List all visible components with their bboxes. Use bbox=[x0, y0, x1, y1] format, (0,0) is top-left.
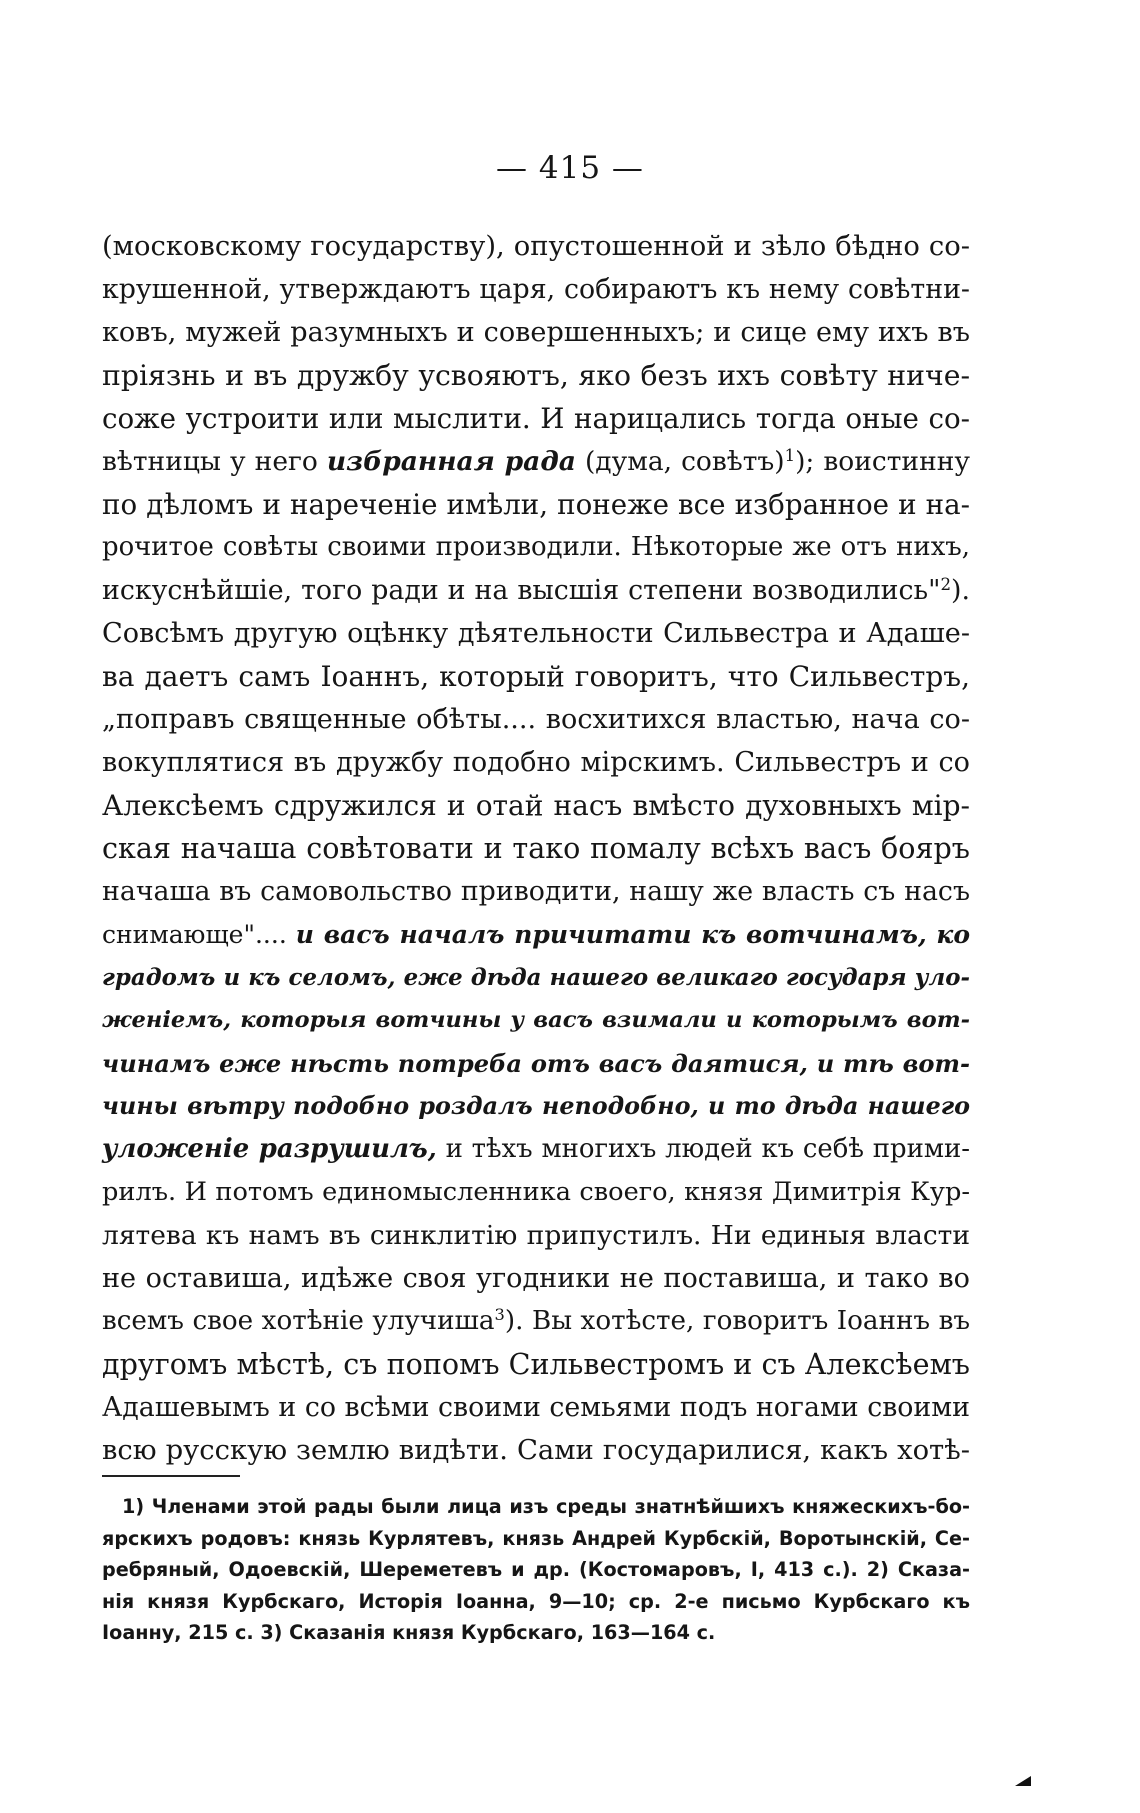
text-line-29: всю русскую землю видѣти. Сами государилися, какъ хотѣ- bbox=[102, 1435, 970, 1466]
footnote-line-4: нія князя Курбскаго, Исторія Іоанна, 9—10; ср. 2-е письмо Курбскаго къ bbox=[102, 1589, 970, 1613]
text-segment: ). Вы хотѣсте, говоритъ Іоаннъ въ bbox=[504, 1306, 970, 1336]
text-line-6 bbox=[102, 440, 970, 483]
text-line-14: Алексѣемъ сдружился и отай насъ вмѣсто духовныхъ мір- bbox=[102, 789, 970, 822]
text-line-20: чинамъ еже нѣсть потреба отъ васъ даятися, и тѣ вот- bbox=[102, 1049, 970, 1078]
text-line-5: соже устроити или мыслити. И нарицались тогда оные со- bbox=[102, 402, 970, 435]
footnote-line-1: 1) Членами этой рады были лица изъ среды знатнѣйшихъ княжескихъ-бо- bbox=[122, 1495, 970, 1518]
text-segment: снимающе".... bbox=[102, 920, 287, 949]
text-line-15: ская начаша совѣтовати и тако помалу всѣхъ васъ бояръ bbox=[102, 831, 970, 865]
text-line-28: Адашевымъ и со всѣми своими семьями подъ ногами своими bbox=[102, 1392, 970, 1423]
text-segment: вѣтницы у него bbox=[102, 446, 318, 477]
footnote-line-2: ярскихъ родовъ: князь Курлятевъ, князь Андрей Курбскій, Воротынскій, Се- bbox=[102, 1526, 970, 1550]
text-line-10: Совсѣмъ другую оцѣнку дѣятельности Сильвестра и Адаше- bbox=[102, 618, 970, 649]
text-line-19: женіемъ, которыя вотчины у васъ взимали и которымъ вот- bbox=[102, 1007, 970, 1033]
footnote-line-5: Іоанну, 215 с. 3) Сказанія князя Курбскаго, 163—164 с. bbox=[102, 1621, 716, 1644]
text-line-9 bbox=[102, 569, 970, 612]
text-segment: ). bbox=[951, 575, 970, 606]
emphasis-izbrannaya-rada: избранная рада bbox=[326, 446, 576, 477]
text-line-24: лятева къ намъ въ синклитію припустилъ. Ни единыя власти bbox=[102, 1220, 970, 1251]
text-segment: (дума, совѣтъ) bbox=[584, 446, 785, 477]
footnote-ref-1: 1 bbox=[784, 445, 796, 465]
text-line-8: рочитое совѣты своими производили. Нѣкоторые же отъ нихъ, bbox=[102, 532, 970, 562]
page-number: — 415 — bbox=[496, 150, 644, 186]
text-line-17 bbox=[102, 913, 970, 956]
text-line-3: ковъ, мужей разумныхъ и совершенныхъ; и сице ему ихъ въ bbox=[102, 317, 970, 348]
footnotes bbox=[102, 1491, 970, 1649]
main-text bbox=[102, 225, 970, 1472]
footnote-line-3: ребряный, Одоевскій, Шереметевъ и др. (Костомаровъ, I, 413 с.). 2) Сказа- bbox=[102, 1558, 970, 1581]
footnote-ref-2: 2 bbox=[940, 574, 952, 594]
text-segment: искуснѣйшіе, того ради и на высшія степени возводились" bbox=[102, 575, 941, 606]
text-segment: всемъ свое хотѣніе улучиша bbox=[102, 1306, 495, 1336]
text-line-26 bbox=[102, 1300, 970, 1343]
text-line-7: по дѣломъ и нареченіе имѣли, понеже все избранное и на- bbox=[102, 488, 970, 521]
text-line-25: не оставиша, идѣже своя угодники не поставиша, и тако во bbox=[102, 1263, 970, 1294]
text-line-23: рилъ. И потомъ единомысленника своего, князя Димитрія Кур- bbox=[102, 1177, 970, 1207]
text-line-12: „поправъ священные обѣты.... восхитихся властью, нача со- bbox=[102, 704, 970, 735]
text-line-18: градомъ и къ селомъ, еже дѣда нашего великаго государя уло- bbox=[102, 964, 970, 991]
emphasis-quote-end: уложеніе разрушилъ, bbox=[102, 1134, 437, 1164]
text-line-21: чины вѣтру подобно роздалъ неподобно, и то дѣда нашего bbox=[102, 1092, 970, 1120]
text-line-22 bbox=[102, 1128, 970, 1171]
text-line-2: крушенной, утверждаютъ царя, собираютъ къ нему совѣтни- bbox=[102, 274, 970, 305]
footnote-ref-3: 3 bbox=[494, 1305, 505, 1325]
text-line-4: пріязнь и въ дружбу усвояютъ, яко безъ ихъ совѣту ниче- bbox=[102, 359, 970, 392]
text-line-1: (московскому государству), опустошенной и зѣло бѣдно со- bbox=[102, 231, 970, 262]
footnote-divider bbox=[102, 1475, 240, 1477]
text-line-16: начаша въ самовольство приводити, нашу же власть съ насъ bbox=[102, 876, 970, 907]
text-line-11: ва даетъ самъ Іоаннъ, который говоритъ, что Сильвестръ, bbox=[102, 660, 970, 693]
text-segment: и тѣхъ многихъ людей къ себѣ прими- bbox=[445, 1134, 970, 1164]
text-segment: ); воистинну bbox=[795, 446, 971, 477]
text-line-27: другомъ мѣстѣ, съ попомъ Сильвестромъ и съ Алексѣемъ bbox=[102, 1347, 970, 1381]
emphasis-quote-start: и васъ началъ причитати къ вотчинамъ, ко bbox=[295, 920, 970, 949]
text-line-13: вокуплятися въ дружбу подобно мірскимъ. Сильвестръ и со bbox=[102, 747, 970, 778]
scan-corner-mark bbox=[1015, 1776, 1031, 1786]
